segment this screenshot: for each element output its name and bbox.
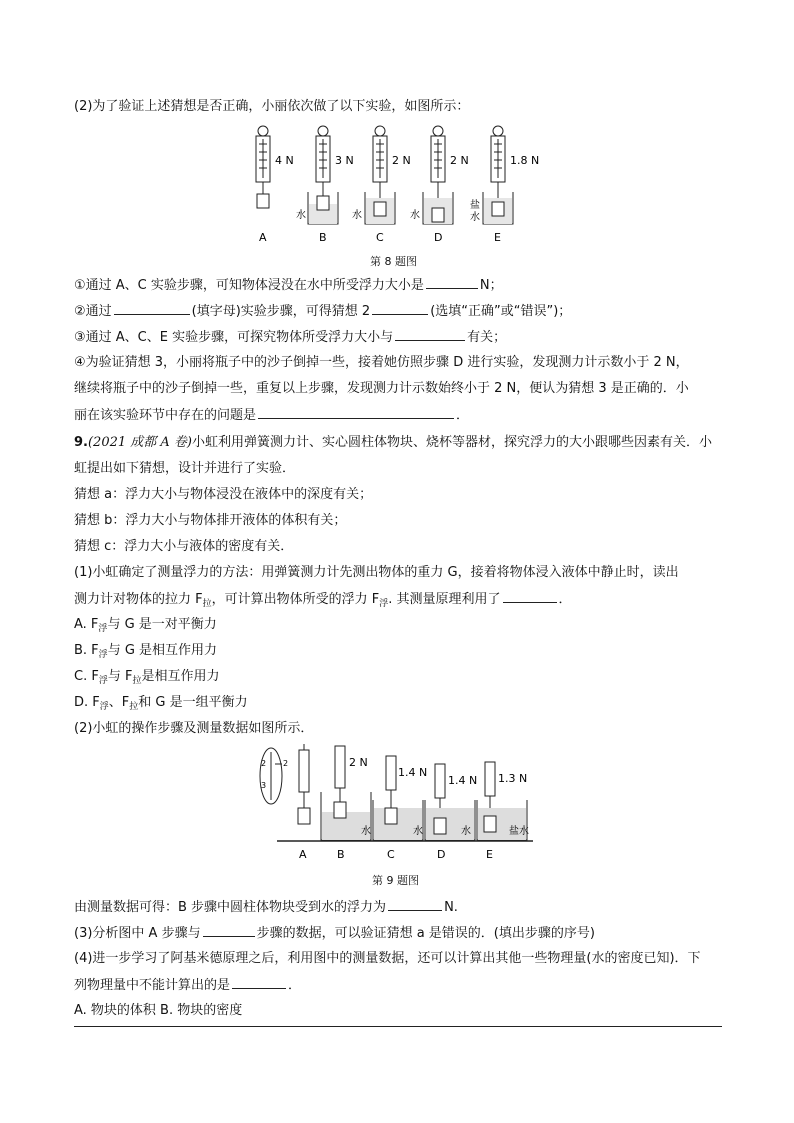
answer-blank[interactable] <box>203 924 255 937</box>
q8-part2-text: (2)为了验证上述猜想是否正确，小丽依次做了以下实验，如图所示： <box>74 99 470 114</box>
fig8-letter-b: B <box>319 231 327 244</box>
figure-9 <box>255 742 535 868</box>
fig8-water-d: 水 <box>410 210 420 221</box>
q9-part3: (3)分析图中 A 步骤与 步骤的数据，可以验证猜想 a 是错误的．(填出步骤的序号) <box>74 926 595 941</box>
bottom-rule <box>74 1026 722 1027</box>
fig9-scale-bot: 3 <box>261 781 267 790</box>
q9-part4-line1: (4)进一步学习了阿基米德原理之后，利用图中的测量数据，还可以计算出其他一些物理量(水的密度已知)．下 <box>74 951 701 966</box>
figure-9-caption: 第 9 题图 <box>372 874 419 887</box>
fig9-scale-mid: 2 <box>283 759 289 768</box>
apparatus-e <box>483 126 513 224</box>
answer-blank[interactable] <box>388 898 442 911</box>
q8-item4-line3: 丽在该实验环节中存在的问题是 ． <box>74 408 470 423</box>
q9-part1-line1: (1)小虹确定了测量浮力的方法：用弹簧测力计先测出物体的重力 G，接着将物体浸入液体中静止时，读出 <box>74 565 679 580</box>
fig8-salt-2: 水 <box>470 212 480 223</box>
figure-8-caption: 第 8 题图 <box>370 255 417 268</box>
fig9-letter-c: C <box>387 848 395 861</box>
fig8-salt-1: 盐 <box>470 200 480 211</box>
fig9-letter-e: E <box>486 848 493 861</box>
q9-intro-line2: 虹提出如下猜想，设计并进行了实验． <box>74 461 296 476</box>
fig8-reading-b: 3 N <box>335 154 354 167</box>
q9-option-d: D. $F_浮$、$F_拉$和 G 是一组平衡力 <box>74 695 248 712</box>
fig9-salt-water: 盐水 <box>509 826 529 837</box>
q9-option-a: A. $F_浮$与 G 是一对平衡力 <box>74 617 217 634</box>
q9-part2-text: (2)小虹的操作步骤及测量数据如图所示． <box>74 721 314 736</box>
answer-blank[interactable] <box>232 976 286 989</box>
fig8-reading-e: 1.8 N <box>510 154 540 167</box>
q8-item2: ②通过 (填字母)实验步骤，可得猜想 2 (选填“正确”或“错误”)； <box>74 304 572 319</box>
answer-blank[interactable] <box>114 302 190 315</box>
fig9-reading-d: 1.4 N <box>448 774 478 787</box>
fig9-letter-b: B <box>337 848 345 861</box>
figure-8 <box>230 122 560 252</box>
q9-option-b: B. $F_浮$与 G 是相互作用力 <box>74 643 218 660</box>
apparatus-a <box>260 744 310 824</box>
q9-guess-b: 猜想 b：浮力大小与物体排开液体的体积有关； <box>74 513 347 528</box>
fig9-water-d: 水 <box>413 826 423 837</box>
fig9-water-e: 水 <box>461 826 471 837</box>
answer-blank[interactable] <box>426 276 478 289</box>
fig9-reading-c: 1.4 N <box>398 766 428 779</box>
apparatus-c <box>365 126 395 224</box>
q9-part2-answer: 由测量数据可得：B 步骤中圆柱体物块受到水的浮力为 N. <box>74 900 458 915</box>
q9-intro-line1: 9.(2021 成都 A 卷)小虹利用弹簧测力计、实心圆柱体物块、烧杯等器材，探究浮力的大小跟哪些因素有关．小 <box>74 435 713 450</box>
fig9-reading-e: 1.3 N <box>498 772 528 785</box>
answer-blank[interactable] <box>395 328 465 341</box>
fig9-water-c: 水 <box>361 826 371 837</box>
q8-item4-line1: ④为验证猜想 3，小丽将瓶子中的沙子倒掉一些，接着她仿照步骤 D 进行实验，发现测力计示数小于 2 N， <box>74 355 689 370</box>
fig8-reading-d: 2 N <box>450 154 469 167</box>
q8-item1: ①通过 A、C 实验步骤，可知物体浸没在水中所受浮力大小是 N； <box>74 278 503 293</box>
q8-item3: ③通过 A、C、E 实验步骤，可探究物体所受浮力大小与 有关； <box>74 330 507 345</box>
fig8-reading-a: 4 N <box>275 154 294 167</box>
fig9-scale-top: 2 <box>261 759 267 768</box>
fig8-water-c: 水 <box>352 210 362 221</box>
answer-blank[interactable] <box>503 590 557 603</box>
q9-guess-a: 猜想 a：浮力大小与物体浸没在液体中的深度有关； <box>74 487 373 502</box>
q9-option-c: C. $F_浮$与 $F_拉$是相互作用力 <box>74 669 220 686</box>
q9-part4-line2: 列物理量中不能计算出的是 ． <box>74 978 302 993</box>
q8-item4-line2: 继续将瓶子中的沙子倒掉一些，重复以上步骤，发现测力计示数始终小于 2 N，便认为猜想 3 是正确的．小 <box>74 381 689 396</box>
answer-blank[interactable] <box>258 406 454 419</box>
fig8-letter-e: E <box>494 231 501 244</box>
apparatus-d <box>423 126 453 224</box>
fig9-letter-d: D <box>437 848 446 861</box>
apparatus-b <box>308 126 338 224</box>
q9-part4-options: A. 物块的体积 B. 物块的密度 <box>74 1003 243 1018</box>
fig8-letter-c: C <box>376 231 384 244</box>
fig8-letter-d: D <box>434 231 443 244</box>
fig8-reading-c: 2 N <box>392 154 411 167</box>
fig9-reading-b: 2 N <box>349 756 368 769</box>
fig8-water-b: 水 <box>296 210 306 221</box>
fig8-letter-a: A <box>259 231 267 244</box>
q9-part1-line2: 测力计对物体的拉力 $F_拉$，可计算出物体所受的浮力 $F_浮$. 其测量原理利用了 ． <box>74 592 572 609</box>
fig9-letter-a: A <box>299 848 307 861</box>
apparatus-a <box>256 126 270 208</box>
answer-blank[interactable] <box>372 302 428 315</box>
q9-guess-c: 猜想 c：浮力大小与液体的密度有关． <box>74 539 294 554</box>
